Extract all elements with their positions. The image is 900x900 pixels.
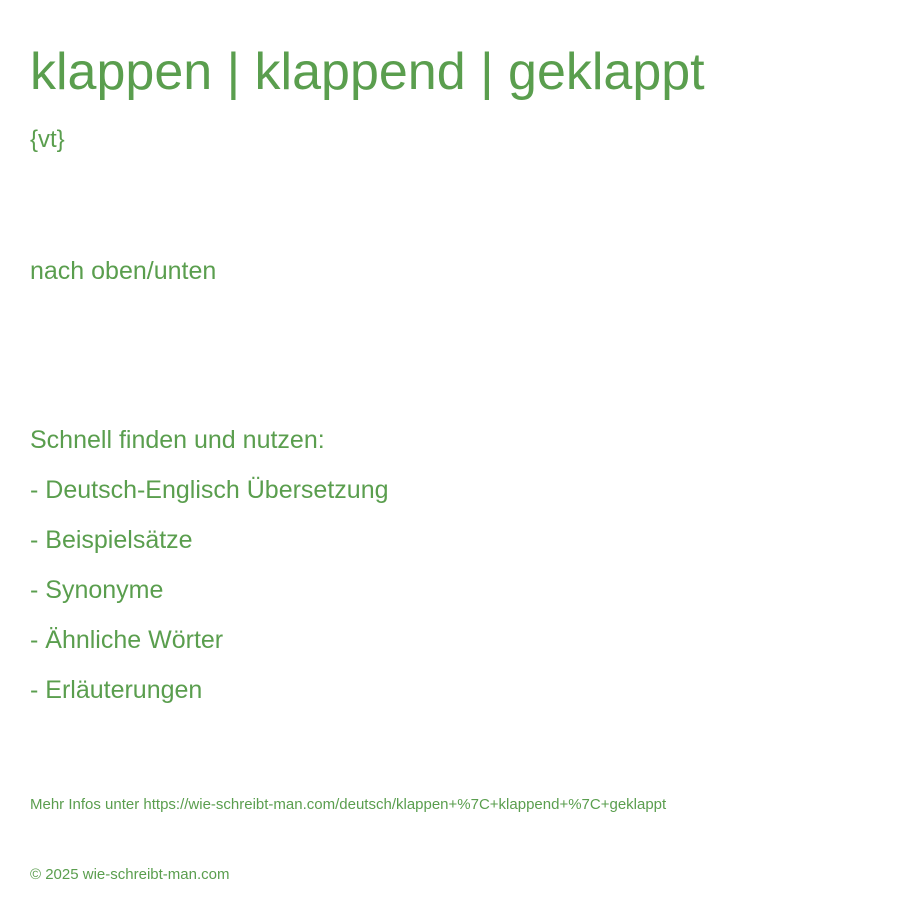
quick-links-heading: Schnell finden und nutzen: bbox=[30, 426, 325, 454]
list-item-example-sentences: - Beispielsätze bbox=[30, 526, 193, 554]
more-info-text: Mehr Infos unter https://wie-schreibt-man.com/deutsch/klappen+%7C+klappend+%7C+geklappt bbox=[30, 796, 667, 813]
part-of-speech: {vt} bbox=[30, 126, 65, 153]
list-item-similar-words: - Ähnliche Wörter bbox=[30, 626, 224, 654]
page-title: klappen | klappend | geklappt bbox=[30, 43, 705, 101]
list-item-explanations: - Erläuterungen bbox=[30, 676, 203, 704]
copyright-footer: © 2025 wie-schreibt-man.com bbox=[30, 866, 230, 883]
definition-text: nach oben/unten bbox=[30, 257, 217, 285]
quick-links-section bbox=[30, 424, 389, 724]
list-item-synonyms: - Synonyme bbox=[30, 576, 164, 604]
quick-links-list bbox=[30, 474, 389, 724]
list-item-translation: - Deutsch-Englisch Übersetzung bbox=[30, 476, 389, 504]
